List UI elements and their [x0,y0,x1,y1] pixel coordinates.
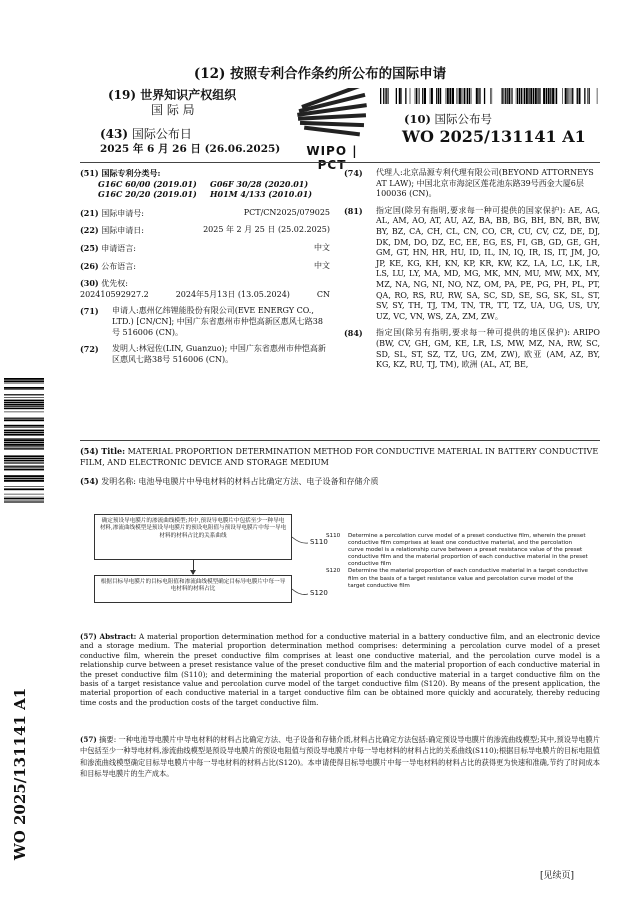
wipo-org-block [108,88,278,118]
barcode-bar [4,378,44,380]
barcode-bar [556,88,557,104]
pubno-value: WO 2025/131141 A1 [402,127,586,146]
barcode-bar [467,88,468,104]
barcode-bar [597,88,598,104]
barcode-bar [526,88,528,104]
barcode-bar [508,88,510,104]
barcode-bar [543,88,545,104]
lang-value: 中文 [314,242,330,252]
barcode-bar [388,88,389,104]
barcode-bar [4,434,44,436]
barcode-bar [415,88,416,104]
priority-entry [80,290,330,301]
abstract-zh-tag: (57) [80,735,97,744]
designated-states-text: 指定国(除另有指明,要求每一种可提供的国家保护): AE, AG, AL, AM, AO, AT, AU, AZ, BA, BB, BG, BH, BN, BR, BW, BY, BZ, CA, CH, CL, CN, CO, CR, CU, CV, CZ, DE, DJ, DK, DM, DO, DZ, EC, EE, EG, ES, FI, GB, GD, GE, GH, GM, GT, HN, HR, HU, ID, IL, IN, IQ, IR, IS, IT, JM, JO, JP, KE, KG, KH, KN, KP, KR, KW, KZ, LA, LC, LK, LR, LS, LU, LY, MA, MD, MG, MK, MN, MU, MW, MX, MY, MZ, NA, NG, NI, NO, NZ, OM, PA, PE, PG, PH, PL, PT, QA, RO, RS, RU, RW, SA, SC, SD, SE, SG, SK, SL, ST, SV, SY, TH, TJ, TM, TN, TR, TT, TZ, UA, UG, US, UY, UZ, VC, VN, WS, ZA, ZM, ZW。 [376,205,600,321]
flow-ref-label: S120 [310,589,328,597]
appno-label: 国际申请号: [101,208,144,218]
barcode-bar [530,88,532,104]
states-tag: (81) [344,205,363,216]
abstract-zh [80,734,600,780]
barcode-bar [449,88,451,104]
title-zh-block [80,476,600,488]
filing-value: 2025 年 2 月 25 日 (25.02.2025) [203,225,330,235]
barcode-bar [4,394,44,395]
applicant-text: 申请人:惠州亿纬锂能股份有限公司(EVE ENERGY CO., LTD.) [CN/CN]; 中国广东省惠州市仲恺高新区惠风七路38号 516006 (CN)。 [112,306,323,337]
lang-label: 申请语言: [101,243,136,253]
legend-ref: S120 [326,568,341,575]
barcode-bar [4,486,44,487]
barcode-bar [512,88,513,104]
barcode-bar [4,494,44,495]
abstract-en-label: Abstract: [99,632,137,641]
barcode-bar [546,88,547,104]
org-subname: 国 际 局 [151,103,195,117]
barcode-bar [484,88,485,104]
priority-country: CN [316,289,330,299]
pubno-label: 国际公布号 [434,112,493,126]
barcode-bar [4,449,44,450]
barcode-bar [4,404,44,406]
barcode-bar [4,406,44,407]
barcode-bar [511,88,512,104]
ipc-grid [80,179,330,200]
barcode-bar [589,88,590,104]
barcode-bar [4,462,44,463]
top-barcode [380,88,600,104]
barcode-bar [446,88,447,104]
appno-row [80,208,330,220]
barcode-bar [537,88,538,104]
barcode-bar [521,88,522,104]
priority-tag: (30) [80,278,99,289]
barcode-bar [4,400,44,402]
barcode-bar [569,88,570,104]
designated-states-row [344,206,600,323]
pubdate-label: 国际公布日 [131,127,192,141]
filing-tag: (22) [80,225,99,236]
barcode-bar [570,88,571,104]
side-barcode [4,378,44,508]
barcode-bar [396,88,397,104]
barcode-bar [4,389,44,390]
barcode-bar [4,498,44,499]
barcode-bar [4,439,44,441]
barcode-bar [4,458,44,459]
pubdate-block [100,126,290,156]
applicant-tag: (71) [80,306,99,317]
barcode-bar [4,466,44,467]
priority-label: 优先权: [101,279,128,289]
barcode-bar [471,88,472,104]
barcode-bar [565,88,567,104]
barcode-bar [4,475,44,477]
barcode-bar [386,88,387,104]
priority-date: 2024年5月13日 (13.05.2024) [175,289,290,299]
barcode-bar [539,88,540,104]
barcode-bar [548,88,550,104]
title-en-block [80,446,600,468]
abstract-en-text: A material proportion determination method for a conductive material in a battery conductive film, and an electronic device and a storage medium. The material proportion determination method comprises: determining a percolation curve model of a preset conductive film, wherein the preset conductive film comprises at least one conductive material, and the percolation curve model is a relationship curve between a preset resistance value of the preset conductive film and the material proportion of each conductive material in the preset conductive film (S110); and determining the material proportion of each conductive material in a target conductive film on the basis of a target resistance value and percolation curve model of the target conductive film (S120). By means of the present application, the material proportion of each conductive material in a target conductive film can be obtained more quickly and accurately, thereby reducing time costs and the production costs of the target conductive film. [80,632,600,707]
flow-step-text: 根据目标导电膜片的目标电阻值和渗流曲线模型确定目标导电膜片中每一导电材料的材料占比 [100,579,286,593]
wipo-logo-text: WIPO | PCT [306,144,358,172]
barcode-bar [464,88,465,104]
barcode-bar [4,432,44,433]
title-zh-label: 发明名称: [101,477,136,486]
title-zh-tag: (54) [80,476,99,486]
regional-tag: (84) [344,328,363,339]
barcode-bar [4,425,44,427]
priority-number: 202410592927.2 [80,289,149,299]
barcode-bar [4,402,44,403]
barcode-bar [571,88,572,104]
barcode-bar [4,438,44,439]
lang-row [80,243,330,255]
barcode-bar [410,88,411,104]
barcode-bar [380,88,381,104]
barcode-bar [457,88,458,104]
flow-step-box [94,514,292,560]
barcode-bar [422,88,423,104]
barcode-bar [4,478,44,480]
abstract-zh-text: 一种电池导电膜片中导电材料的材料占比确定方法、电子设备和存储介质,材料占比确定方法包括:确定预设导电膜片的渗流曲线模型;其中,预设导电膜片中包括至少一种导电材料,渗流曲线模型是预设导电膜片的预设电阻值与预设导电膜片中每一导电材料的材料占比的关系曲线(S110);根据目标导电膜片的目标电阻值和渗流曲线模型确定目标导电膜片中每一导电材料的材料占比(S120)。本申请使得目标导电膜片中每一导电材料的材料占比的获得更为快速和准确,节约了时间成本和目标导电膜片的生产成本。 [80,735,600,779]
legend-row [326,533,588,568]
inventor-tag: (72) [80,344,99,355]
barcode-bar [458,88,459,104]
legend-text: Determine the material proportion of each conductive material in a target conductive film on the basis of a target resistance value and percolation curve model of the target conductive film [348,568,588,589]
flowchart [94,514,334,614]
flow-ref-label: S110 [310,538,328,546]
barcode-bar [4,444,44,446]
barcode-bar [4,500,44,501]
abstract-en [80,632,600,707]
barcode-bar [4,397,44,398]
barcode-bar [587,88,588,104]
publang-label: 公布语言: [101,261,136,271]
ipc-class: G06F 30/28 (2020.01) [210,178,309,189]
barcode-bar [535,88,537,104]
barcode-bar [505,88,506,104]
barcode-bar [519,88,520,104]
barcode-bar [4,412,44,413]
barcode-bar [401,88,402,104]
legend-text: Determine a percolation curve model of a preset conductive film, wherein the preset conductive film comprises at least one conductive material, and the percolation curve model is a relationship curve between a preset resistance value of the preset conductive film and the material proportion of each conductive material in the preset conductive film [348,533,588,568]
barcode-bar [440,88,441,104]
wipo-emblem-icon [292,88,372,140]
flow-step-text: 确定预设导电膜片的渗流曲线模型;其中,预设导电膜片中包括至少一种导电材料,渗流曲线模型是预设导电膜片的预设电阻值与预设导电膜片中每一导电材料的材料占比的关系曲线 [99,518,287,539]
publang-value: 中文 [314,260,330,270]
barcode-bar [4,480,44,482]
barcode-bar [480,88,481,104]
bib-left-column [80,168,330,365]
barcode-bar [4,419,44,421]
barcode-bar [4,387,44,389]
barcode-bar [516,88,517,104]
ipc-class: H01M 4/133 (2010.01) [210,189,313,200]
barcode-bar [507,88,508,104]
barcode-bar [383,88,384,104]
ipc-label: (51) 国际专利分类号: [80,168,161,178]
publang-tag: (26) [80,260,99,271]
continued-note: [见续页] [540,871,575,881]
barcode-bar [4,467,44,468]
figure-legend [326,533,588,590]
flow-step-box [94,575,292,603]
side-pubno: WO 2025/131141 A1 [11,687,29,861]
barcode-bar [562,88,563,104]
barcode-bar [4,448,44,449]
document-title: (12) 按照专利合作条约所公布的国际申请 [193,66,447,82]
barcode-bar [4,446,44,447]
barcode-bar [416,88,417,104]
regional-states-row [344,328,600,370]
barcode-bar [492,88,493,104]
barcode-bar [579,88,581,104]
title-en-label: Title: [101,446,126,456]
barcode-bar [533,88,534,104]
barcode-bar [523,88,524,104]
agent-row [344,168,600,200]
barcode-bar [466,88,467,104]
barcode-bar [452,88,454,104]
barcode-bar [4,430,44,432]
filing-label: 国际申请日: [101,226,144,236]
title-divider [80,440,600,441]
barcode-bar [430,88,431,104]
ipc-class: G16C 20/20 (2019.01) [98,189,197,200]
barcode-bar [572,88,573,104]
filing-row [80,225,330,237]
publang-row [80,261,330,273]
barcode-bar [424,88,426,104]
barcode-bar [490,88,491,104]
ipc-class: G16C 60/00 (2019.01) [98,178,197,189]
barcode-bar [503,88,504,104]
regional-states-text: 指定国(除另有指明,要求每一种可提供的地区保护): ARIPO (BW, CV, GH, GM, KE, LR, LS, MW, MZ, NA, RW, SC, SD, SL, ST, SZ, TZ, UG, ZM, ZW), 欧亚 (AM, AZ, BY, KG, KZ, RU, TJ, TM), 欧洲 (AL, AT, BE, [376,328,600,370]
legend-ref: S110 [326,533,341,539]
abstract-en-tag: (57) [80,632,97,641]
applicant-row [80,306,330,338]
wipo-logo [292,88,372,172]
barcode-bar [463,88,464,104]
barcode-bar [418,88,419,104]
barcode-bar [476,88,478,104]
legend-row [326,568,588,589]
barcode-bar [478,88,479,104]
agent-tag: (74) [344,168,363,178]
barcode-bar [4,427,44,428]
barcode-bar [4,418,44,419]
pubno-tag: (10) [404,112,431,126]
barcode-bar [584,88,585,104]
barcode-bar [459,88,461,104]
abstract-zh-label: 摘要: [99,735,117,744]
barcode-bar [524,88,525,104]
pubno-block [402,112,602,147]
title-en-text: MATERIAL PROPORTION DETERMINATION METHOD FOR CONDUCTIVE MATERIAL IN BATTERY CONDUCTIVE FILM, AND ELECTRONIC DEVICE AND STORAGE MEDIUM [80,447,599,467]
bib-right-column [344,168,600,371]
barcode-bar [4,383,44,384]
barcode-bar [4,469,44,471]
barcode-bar [436,88,437,104]
appno-value: PCT/CN2025/079025 [243,207,330,217]
barcode-bar [4,497,44,498]
org-name: 世界知识产权组织 [140,88,237,102]
barcode-bar [419,88,420,104]
barcode-bar [431,88,433,104]
barcode-bar [4,455,44,457]
barcode-bar [4,501,44,502]
barcode-bar [4,502,44,503]
appno-tag: (21) [80,207,99,218]
barcode-bar [462,88,463,104]
pubdate-value: 2025 年 6 月 26 日 (26.06.2025) [100,143,281,155]
barcode-bar [550,88,551,104]
barcode-bar [4,488,44,490]
barcode-bar [447,88,449,104]
barcode-bar [405,88,406,104]
agent-text: 代理人:北京品源专利代理有限公司(BEYOND ATTORNEYS AT LAW); 中国北京市海淀区莲花池东路39号西金大厦6层 100036 (CN)。 [376,168,594,199]
title-en-tag: (54) [80,446,99,456]
inventor-text: 发明人:林冠佐(LIN, Guanzuo); 中国广东省惠州市仲恺高新区惠风七路38号 516006 (CN)。 [112,344,326,364]
barcode-bar [502,88,503,104]
barcode-bar [555,88,556,104]
barcode-bar [4,408,44,409]
barcode-bar [4,442,44,444]
barcode-bar [4,463,44,464]
barcode-bar [399,88,401,104]
barcode-bar [469,88,470,104]
barcode-bar [517,88,518,104]
barcode-bar [438,88,439,104]
org-tag: (19) [108,88,137,102]
lang-tag: (25) [80,242,99,253]
barcode-bar [528,88,529,104]
pubdate-tag: (43) [100,127,129,141]
barcode-bar [567,88,568,104]
barcode-bar [577,88,578,104]
barcode-bar [552,88,554,104]
barcode-bar [385,88,386,104]
barcode-bar [4,380,44,382]
title-zh-text: 电池导电膜片中导电材料的材料占比确定方法、电子设备和存储介质 [138,477,379,486]
priority-row [80,278,330,290]
header-divider [80,162,600,163]
barcode-bar [4,460,44,462]
inventor-row [80,344,330,365]
